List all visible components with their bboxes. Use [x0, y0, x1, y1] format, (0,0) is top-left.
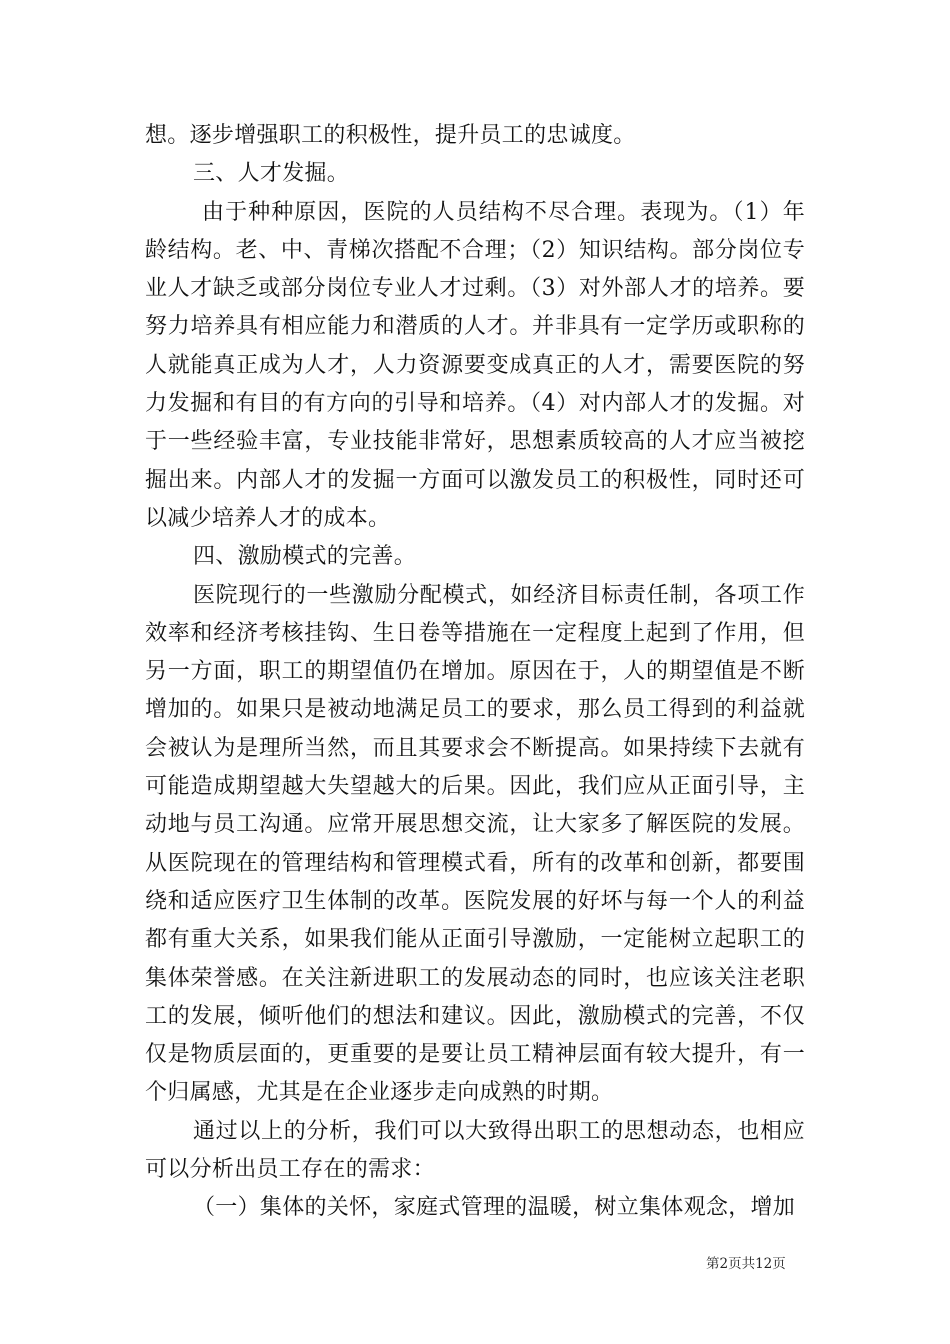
paragraph-talent: 由于种种原因，医院的人员结构不尽合理。表现为。（1）年龄结构。老、中、青梯次搭配不合理；（2）知识结构。部分岗位专业人才缺乏或部分岗位专业人才过剩。（3）对外部人才的培养。要努力培养具有相应能力和潜质的人才。并非具有一定学历或职称的人就能真正成为人才，人力资源要变成真正的人才，需要医院的努力发掘和有目的有方向的引导和培养。（4）对内部人才的发掘。对于一些经验丰富，专业技能非常好，思想素质较高的人才应当被挖掘出来。内部人才的发掘一方面可以激发员工的积极性，同时还可以减少培养人才的成本。	[145, 199, 805, 531]
document-body	[145, 117, 805, 1228]
paragraph-need-1: （一）集体的关怀，家庭式管理的温暖，树立集体观念，增加	[193, 1195, 796, 1221]
section-heading-incentive: 四、激励模式的完善。	[193, 544, 417, 570]
page-number: 第2页共12页	[706, 1256, 786, 1272]
section-heading-talent: 三、人才发掘。	[193, 161, 350, 187]
paragraph-incentive: 医院现行的一些激励分配模式，如经济目标责任制，各项工作效率和经济考核挂钩、生日卷等措施在一定程度上起到了作用，但另一方面，职工的期望值仍在增加。原因在于，人的期望值是不断增加的。如果只是被动地满足员工的要求，那么员工得到的利益就会被认为是理所当然，而且其要求会不断提高。如果持续下去就有可能造成期望越大失望越大的后果。因此，我们应从正面引导，主动地与员工沟通。应常开展思想交流，让大家多了解医院的发展。从医院现在的管理结构和管理模式看，所有的改革和创新，都要围绕和适应医疗卫生体制的改革。医院发展的好坏与每一个人的利益都有重大关系，如果我们能从正面引导激励，一定能树立起职工的集体荣誉感。在关注新进职工的发展动态的同时，也应该关注老职工的发展，倾听他们的想法和建议。因此，激励模式的完善，不仅仅是物质层面的，更重要的是要让员工精神层面有较大提升，有一个归属感，尤其是在企业逐步走向成熟的时期。	[145, 582, 805, 1106]
paragraph-analysis: 通过以上的分析，我们可以大致得出职工的思想动态，也相应可以分析出员工存在的需求：	[145, 1118, 805, 1183]
paragraph-continuation: 想。逐步增强职工的积极性，提升员工的忠诚度。	[145, 123, 636, 148]
